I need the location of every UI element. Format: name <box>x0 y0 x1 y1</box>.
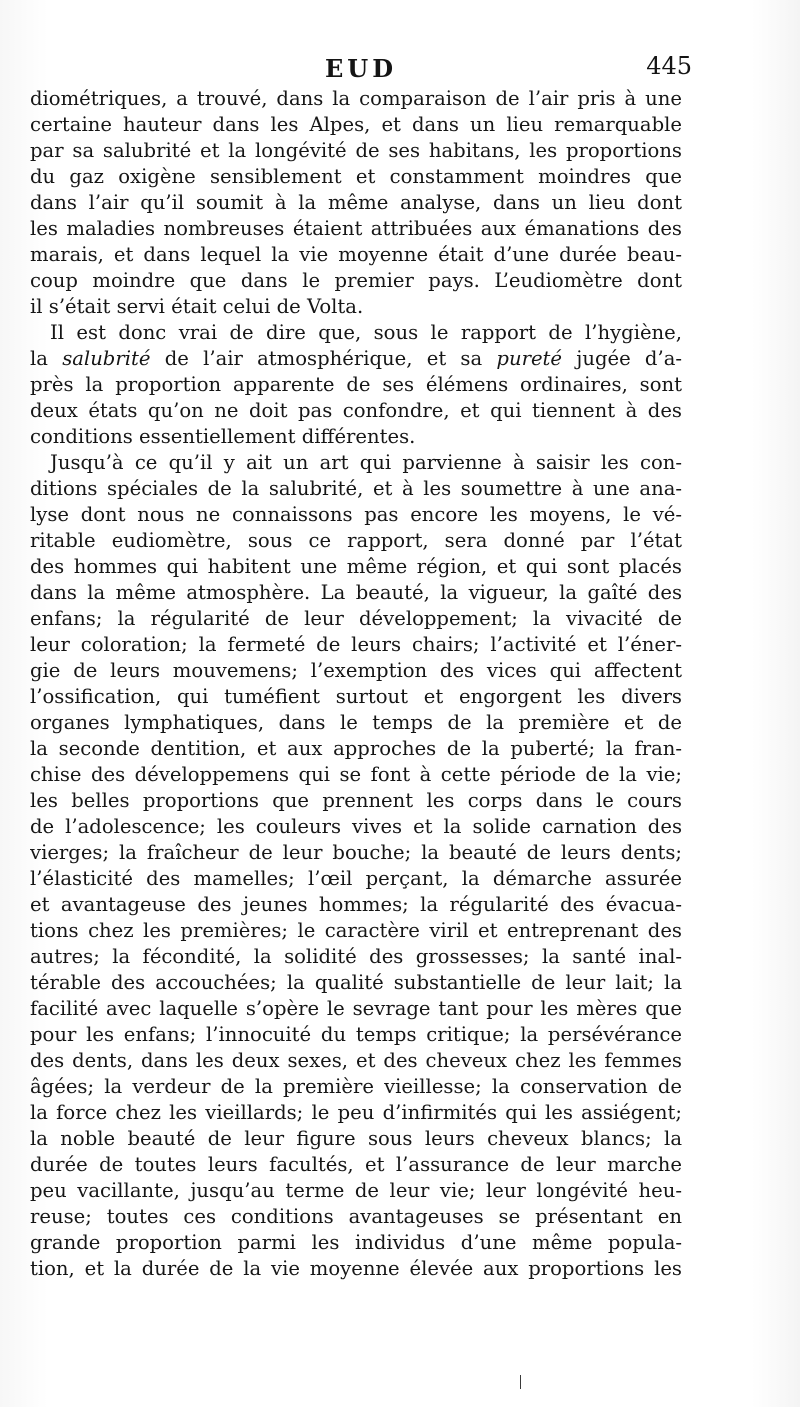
text-line: des hommes qui habitent une même région, et qui sont placés <box>30 555 682 578</box>
text-line: grande proportion parmi les individus d’une même popula- <box>30 1231 682 1254</box>
text-span: jugée d’a- <box>562 347 682 370</box>
text-line: Jusqu’à ce qu’il y ait un art qui parvienne à saisir les con- <box>50 451 682 474</box>
text-line: dans la même atmosphère. La beauté, la vigueur, la gaîté des <box>30 581 682 604</box>
text-line: il s’était servi était celui de Volta. <box>30 295 364 318</box>
text-line: certaine hauteur dans les Alpes, et dans un lieu remarquable <box>30 113 682 136</box>
text-line: chise des développemens qui se font à cette période de la vie; <box>30 763 682 786</box>
text-line: ritable eudiomètre, sous ce rapport, sera donné par l’état <box>30 529 682 552</box>
text-line: ditions spéciales de la salubrité, et à les soumettre à une ana- <box>30 477 682 500</box>
text-line: des dents, dans les deux sexes, et des cheveux chez les femmes <box>30 1049 682 1072</box>
page-header <box>30 54 692 88</box>
text-line: et avantageuse des jeunes hommes; la régularité des évacua- <box>30 893 682 916</box>
text-line: deux états qu’on ne doit pas confondre, et qui tiennent à des <box>30 399 682 422</box>
text-line: la noble beauté de leur figure sous leurs cheveux blancs; la <box>30 1127 682 1150</box>
text-line: coup moindre que dans le premier pays. L’eudiomètre dont <box>30 269 682 292</box>
text-line: la seconde dentition, et aux approches de la puberté; la fran- <box>30 737 682 760</box>
text-line: de l’adolescence; les couleurs vives et la solide carnation des <box>30 815 682 838</box>
text-line: facilité avec laquelle s’opère le sevrage tant pour les mères que <box>30 997 682 1020</box>
text-line: térable des accouchées; la qualité substantielle de leur lait; la <box>30 971 682 994</box>
text-line: tion, et la durée de la vie moyenne élevée aux proportions les <box>30 1257 682 1280</box>
text-line: dans l’air qu’il soumit à la même analyse, dans un lieu dont <box>30 191 682 214</box>
text-line: organes lymphatiques, dans le temps de la première et de <box>30 711 682 734</box>
page-number: 445 <box>646 52 692 80</box>
text-line: tions chez les premières; le caractère viril et entreprenant des <box>30 919 682 942</box>
text-line: les belles proportions que prennent les corps dans le cours <box>30 789 682 812</box>
text-line: près la proportion apparente de ses élémens ordinaires, sont <box>30 373 682 396</box>
text-line: par sa salubrité et la longévité de ses habitans, les proportions <box>30 139 682 162</box>
body-text <box>30 86 682 1282</box>
text-line: pour les enfans; l’innocuité du temps critique; la persévérance <box>30 1023 682 1046</box>
text-line: l’ossification, qui tuméfient surtout et engorgent les divers <box>30 685 682 708</box>
text-span: de l’air atmosphérique, et sa <box>150 347 497 370</box>
text-line: Il est donc vrai de dire que, sous le rapport de l’hygiène, <box>50 321 682 344</box>
text-line: reuse; toutes ces conditions avantageuses se présentant en <box>30 1205 682 1228</box>
running-head: EUD <box>324 54 398 83</box>
text-line: autres; la fécondité, la solidité des grossesses; la santé inal- <box>30 945 682 968</box>
text-line: du gaz oxigène sensiblement et constamment moindres que <box>30 165 682 188</box>
text-line: gie de leurs mouvemens; l’exemption des vices qui affectent <box>30 659 682 682</box>
text-line: les maladies nombreuses étaient attribuées aux émanations des <box>30 217 682 240</box>
text-line: vierges; la fraîcheur de leur bouche; la beauté de leurs dents; <box>30 841 682 864</box>
italic-term: pureté <box>496 347 563 370</box>
text-line: âgées; la verdeur de la première vieillesse; la conservation de <box>30 1075 682 1098</box>
text-line: peu vacillante, jusqu’au terme de leur vie; leur longévité heu- <box>30 1179 682 1202</box>
text-span: la <box>30 347 63 370</box>
italic-term: salubrité <box>62 347 151 370</box>
text-line: conditions essentiellement différentes. <box>30 425 416 448</box>
text-line: leur coloration; la fermeté de leurs chairs; l’activité et l’éner- <box>30 633 682 656</box>
text-line: durée de toutes leurs facultés, et l’assurance de leur marche <box>30 1153 682 1176</box>
text-line: l’élasticité des mamelles; l’œil perçant, la démarche assurée <box>30 867 682 890</box>
stray-ink-mark <box>520 1375 521 1389</box>
text-line: diométriques, a trouvé, dans la comparaison de l’air pris à une <box>30 87 682 110</box>
text-line <box>30 346 682 372</box>
text-line: la force chez les vieillards; le peu d’infirmités qui les assiégent; <box>30 1101 682 1124</box>
text-line: lyse dont nous ne connaissons pas encore les moyens, le vé- <box>30 503 682 526</box>
text-line: marais, et dans lequel la vie moyenne était d’une durée beau- <box>30 243 682 266</box>
text-line: enfans; la régularité de leur développement; la vivacité de <box>30 607 682 630</box>
